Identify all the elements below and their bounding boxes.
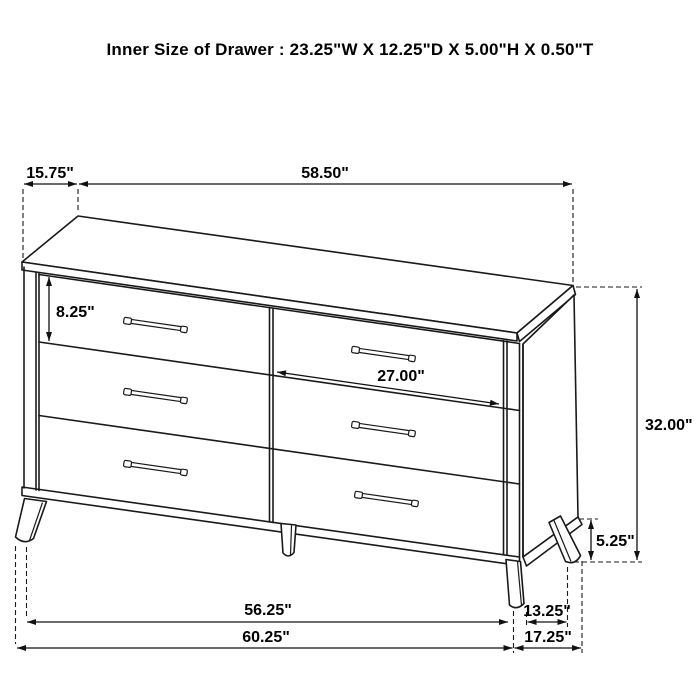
dresser-drawers bbox=[123, 317, 418, 507]
dim-drawer-height bbox=[49, 277, 95, 341]
handle-bar bbox=[358, 493, 416, 505]
dim-overall-height bbox=[637, 289, 693, 560]
base-rail-front bbox=[22, 487, 520, 566]
drawer-row2-bottom bbox=[39, 416, 520, 485]
handle-end-right bbox=[408, 430, 415, 437]
leg-middle bbox=[281, 524, 296, 556]
dim-overall-height-label: 32.00" bbox=[645, 417, 693, 434]
dim-top-depth-label: 15.75" bbox=[26, 165, 74, 182]
handle-end-left bbox=[351, 421, 359, 428]
dim-top-width bbox=[79, 165, 572, 184]
handle-end-left bbox=[351, 346, 359, 353]
handle-end-right bbox=[408, 355, 415, 362]
drawer-handle bbox=[123, 388, 187, 404]
handle-bar bbox=[355, 423, 413, 435]
dim-base-depth-label: 13.25" bbox=[523, 603, 571, 620]
handle-end-right bbox=[180, 397, 187, 404]
dim-overall-depth-label: 17.25" bbox=[524, 629, 572, 646]
dim-base-width-label: 56.25" bbox=[244, 602, 292, 619]
handle-bar bbox=[355, 348, 413, 360]
handle-end-left bbox=[123, 460, 131, 467]
dim-top-width-label: 58.50" bbox=[301, 165, 349, 182]
dim-drawer-width bbox=[277, 368, 499, 404]
dim-leg-height-label: 5.25" bbox=[596, 533, 635, 550]
title-text: Inner Size of Drawer : 23.25"W X 12.25"D X 5.00"H X 0.50"T bbox=[106, 40, 594, 59]
handle-bar bbox=[127, 390, 185, 402]
side-panel-right bbox=[523, 295, 578, 557]
dim-top-depth bbox=[24, 165, 77, 184]
drawer-handle bbox=[123, 460, 187, 476]
drawer-handle bbox=[351, 346, 415, 362]
handle-end-right bbox=[180, 326, 187, 333]
handle-end-left bbox=[123, 388, 131, 395]
dim-drawer-width-label: 27.00" bbox=[377, 368, 425, 385]
handle-end-right bbox=[180, 469, 187, 476]
dim-overall-width-label: 60.25" bbox=[242, 629, 290, 646]
handle-end-left bbox=[123, 317, 131, 324]
dim-drawer-height-label: 8.25" bbox=[56, 304, 95, 321]
dim-leg-height bbox=[591, 520, 635, 560]
handle-end-left bbox=[354, 491, 362, 498]
dim-overall-depth bbox=[515, 629, 582, 648]
drawer-handle bbox=[351, 421, 415, 437]
dim-base-depth bbox=[523, 603, 571, 622]
drawer-handle bbox=[123, 317, 187, 333]
handle-bar bbox=[127, 319, 185, 331]
dim-base-width bbox=[27, 602, 508, 622]
drawer-handle bbox=[354, 491, 418, 507]
dim-overall-width bbox=[17, 629, 513, 648]
handle-bar bbox=[127, 462, 185, 474]
drawer-row1-bottom bbox=[39, 342, 520, 411]
handle-end-right bbox=[411, 500, 418, 507]
dresser-top bbox=[22, 216, 576, 342]
